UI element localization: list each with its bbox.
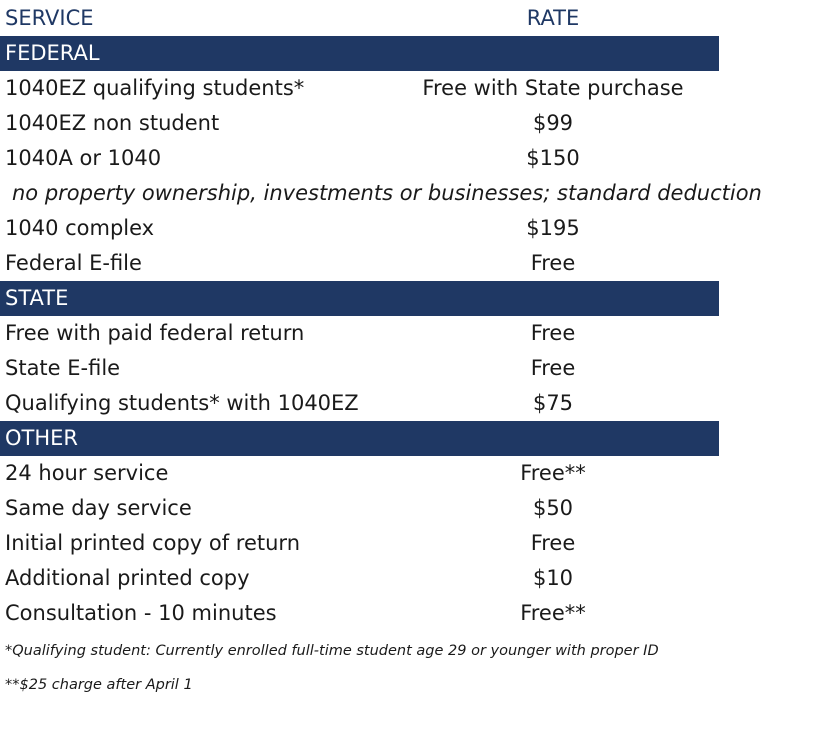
table-row <box>0 491 819 526</box>
section-title-other: OTHER <box>5 426 79 450</box>
rate-value: Free <box>530 251 576 275</box>
service-label: Consultation - 10 minutes <box>5 601 277 625</box>
table-row <box>0 386 819 421</box>
footnote-qualifying-student: *Qualifying student: Currently enrolled full-time student age 29 or younger with proper ID <box>5 643 659 659</box>
table-row <box>0 211 819 246</box>
footnote-charge: **$25 charge after April 1 <box>5 677 193 693</box>
service-label: Free with paid federal return <box>5 321 305 345</box>
service-label: 1040A or 1040 <box>5 146 162 170</box>
rate-value: $150 <box>526 146 580 170</box>
service-label: Qualifying students* with 1040EZ <box>5 391 359 415</box>
table-row <box>0 351 819 386</box>
rate-value: Free** <box>520 601 586 625</box>
rate-column-header: RATE <box>526 6 580 30</box>
table-header <box>0 2 719 36</box>
table-row <box>0 456 819 491</box>
table-row <box>0 246 819 281</box>
rate-value: $99 <box>532 111 574 135</box>
rate-value: $10 <box>532 566 574 590</box>
service-label: Federal E-file <box>5 251 142 275</box>
rate-value: Free with State purchase <box>422 76 684 100</box>
table-row <box>0 561 819 596</box>
table-row <box>0 71 819 106</box>
service-label: 1040 complex <box>5 216 155 240</box>
section-band-other <box>0 421 719 456</box>
service-label: Additional printed copy <box>5 566 250 590</box>
rate-value: $75 <box>532 391 574 415</box>
service-label: Same day service <box>5 496 192 520</box>
table-row <box>0 316 819 351</box>
rate-value: Free <box>530 356 576 380</box>
section-band-federal <box>0 36 719 71</box>
rate-value: $50 <box>532 496 574 520</box>
federal-note: no property ownership, investments or businesses; standard deduction <box>12 181 762 205</box>
service-label: 1040EZ non student <box>5 111 220 135</box>
table-row <box>0 106 819 141</box>
rate-value: $195 <box>526 216 580 240</box>
rate-value: Free** <box>520 461 586 485</box>
rate-value: Free <box>530 321 576 345</box>
table-row <box>0 141 819 176</box>
service-column-header: SERVICE <box>5 6 94 30</box>
service-label: State E-file <box>5 356 121 380</box>
section-title-federal: FEDERAL <box>5 41 100 65</box>
rate-value: Free <box>530 531 576 555</box>
section-title-state: STATE <box>5 286 69 310</box>
service-label: 1040EZ qualifying students* <box>5 76 305 100</box>
table-row <box>0 596 819 631</box>
table-row <box>0 526 819 561</box>
service-label: 24 hour service <box>5 461 169 485</box>
section-band-state <box>0 281 719 316</box>
service-label: Initial printed copy of return <box>5 531 301 555</box>
